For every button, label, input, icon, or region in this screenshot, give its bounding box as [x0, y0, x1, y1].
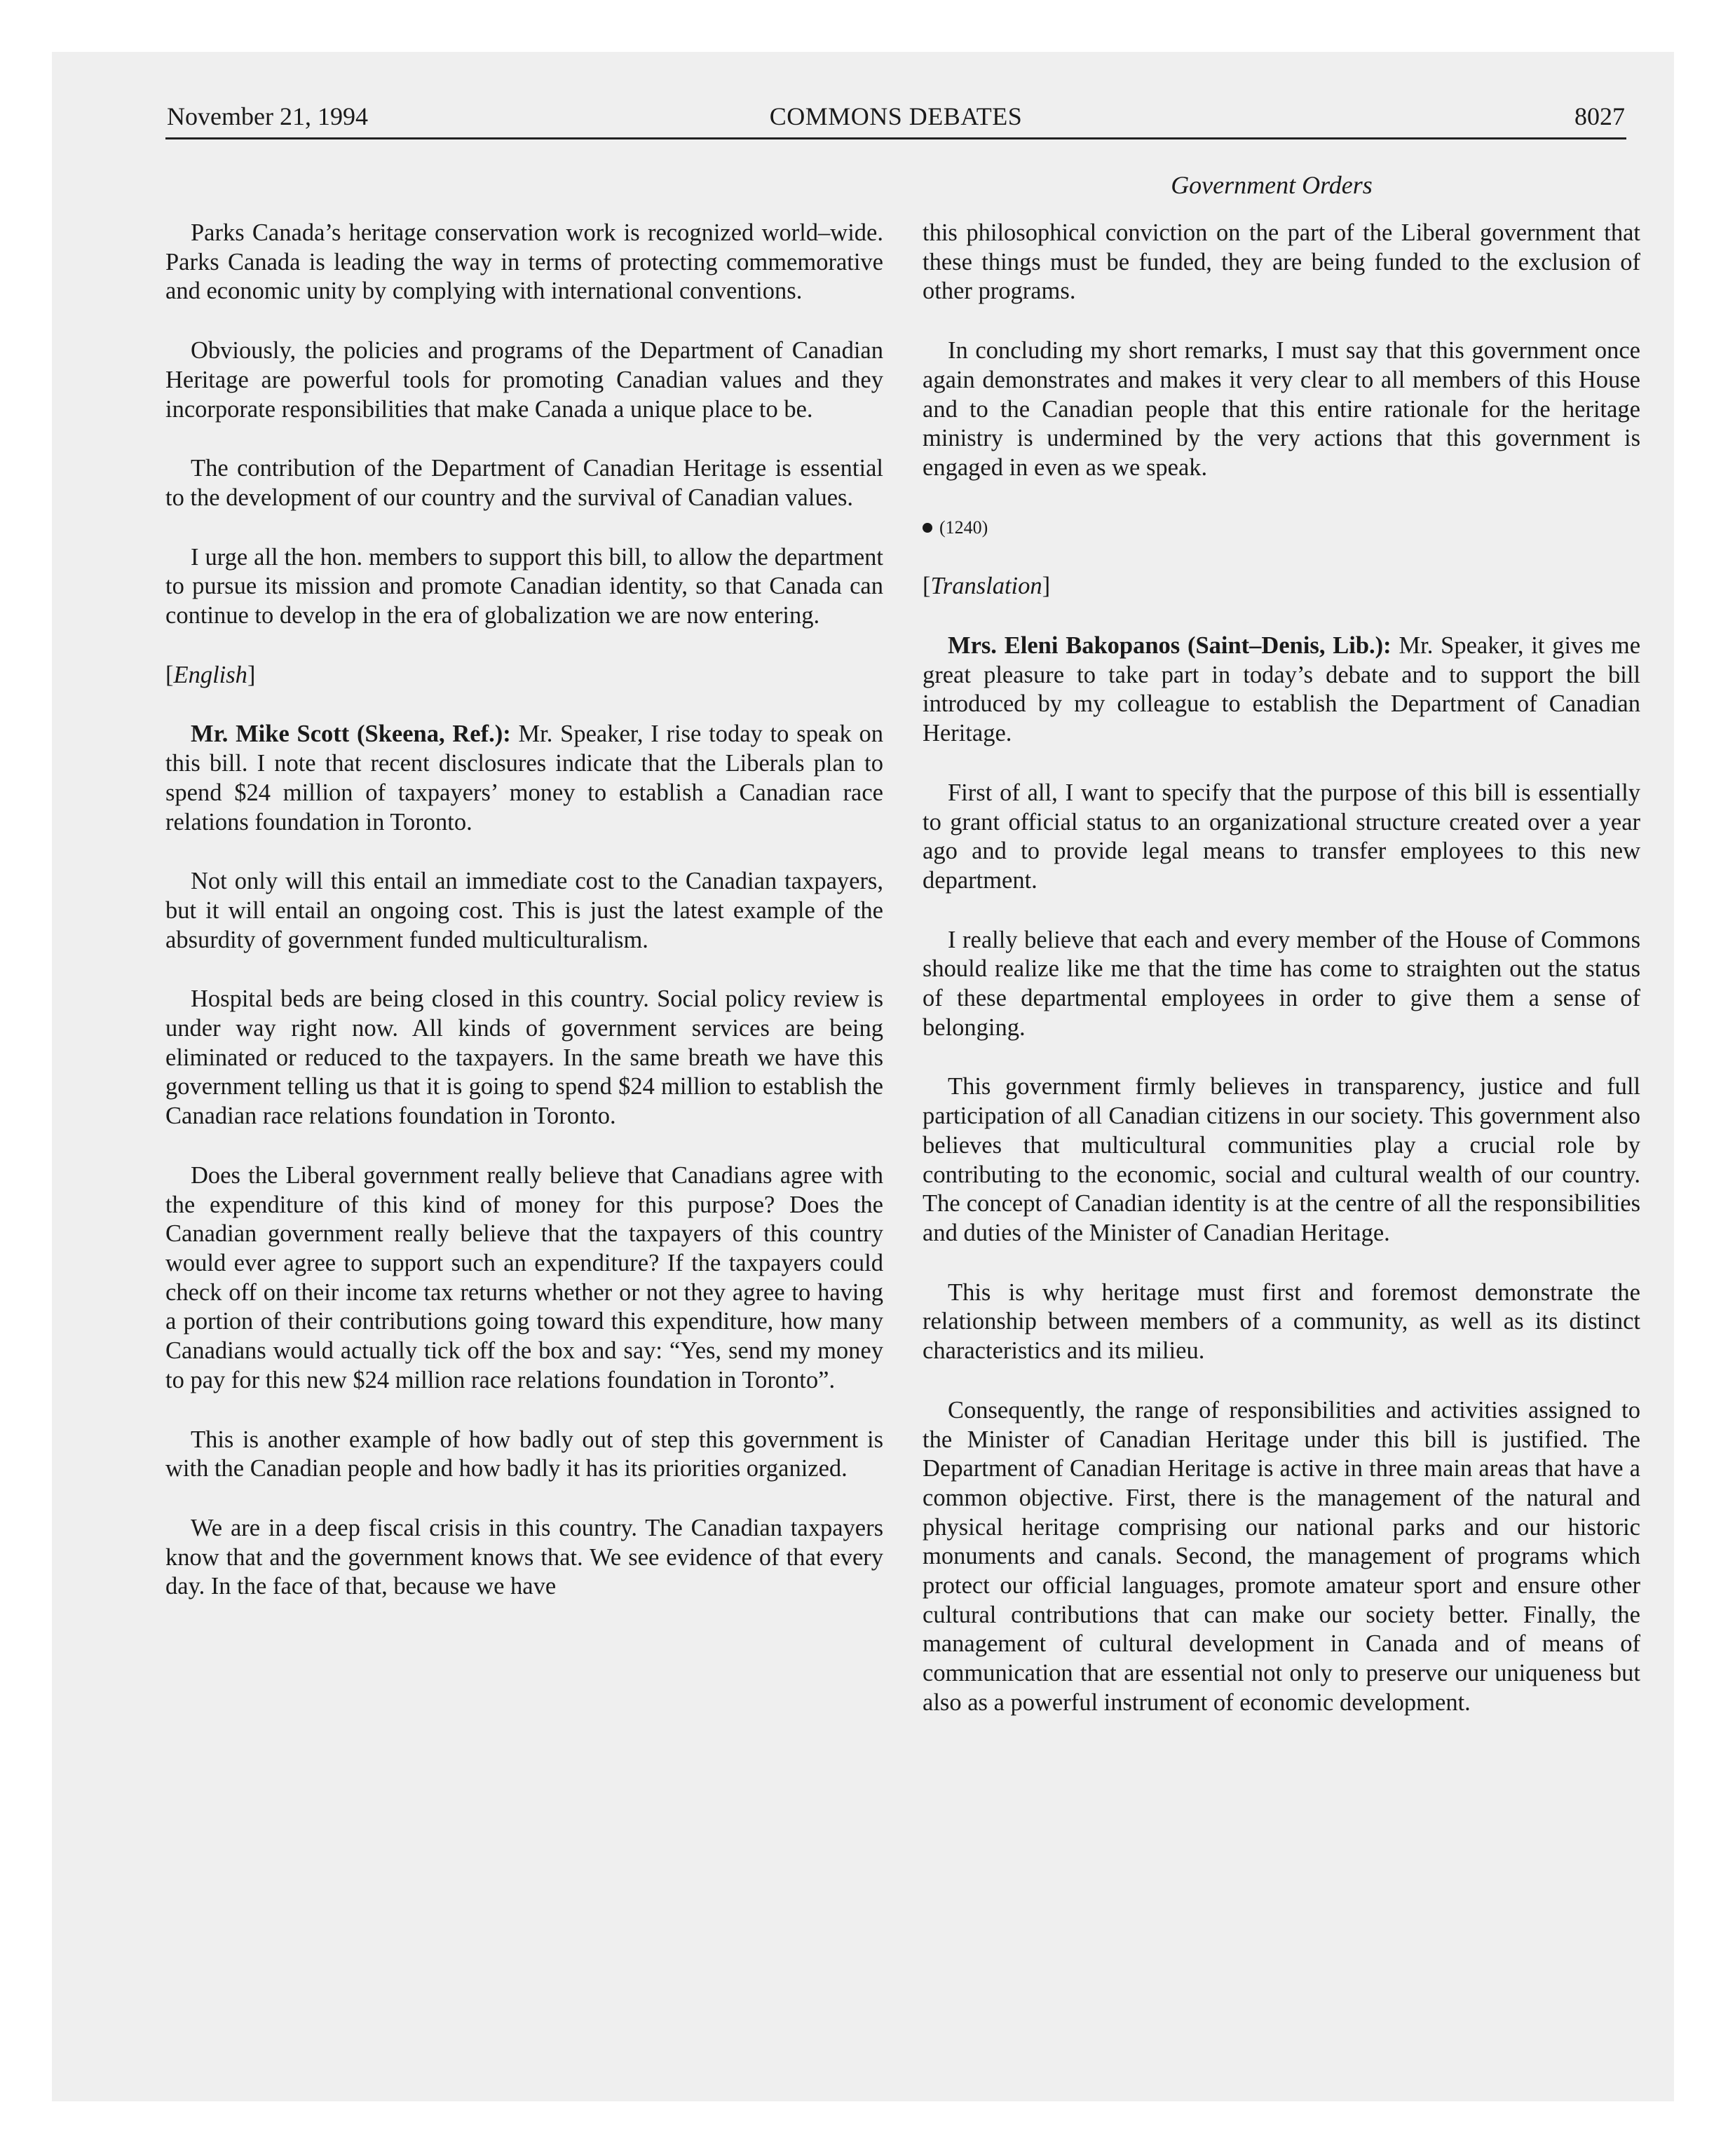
paragraph: this philosophical conviction on the part of the Liberal government that these things must be funded, they are being funded to the exclusion of other programs.: [923, 219, 1640, 305]
speaker-name: Mrs. Eleni Bakopanos (Saint–Denis, Lib.):: [948, 632, 1392, 660]
language-tag: [English]: [165, 661, 256, 688]
time-marker: (1240): [923, 513, 1640, 543]
header-rule: [165, 137, 1626, 139]
paragraph: I urge all the hon. members to support this bill, to allow the department to pursue its mission and promote Canadian identity, so that Canada can continue to develop in the era of globalization we are now entering.: [165, 543, 883, 629]
paragraph: This is another example of how badly out of step this government is with the Canadian people and how badly it has its priorities organized.: [165, 1426, 883, 1482]
paragraph: First of all, I want to specify that the purpose of this bill is essentially to grant official status to an organizational structure created over a year ago and to provide legal means to transfer employees to this new department.: [923, 779, 1640, 894]
header-publication: COMMONS DEBATES: [769, 102, 1023, 130]
paragraph: Parks Canada’s heritage conservation work is recognized world–wide. Parks Canada is leading the way in terms of protecting commemorative and economic unity by complying with international conventions.: [165, 219, 883, 305]
header-page-number: 8027: [1574, 102, 1625, 130]
running-header: [167, 102, 1625, 135]
section-title: Government Orders: [1171, 171, 1373, 199]
paragraph: We are in a deep fiscal crisis in this country. The Canadian taxpayers know that and the government knows that. We see evidence of that every day. In the face of that, because we have: [165, 1514, 883, 1600]
speech-paragraph: [165, 720, 883, 837]
paragraph: Not only will this entail an immediate cost to the Canadian taxpayers, but it will entail an ongoing cost. This is just the latest example of the absurdity of government funded multiculturalism.: [165, 868, 883, 953]
paragraph: In concluding my short remarks, I must say that this government once again demonstrates and makes it very clear to all members of this House and to the Canadian people that this entire rationale for the heritage ministry is undermined by the very actions that this government is engaged in even as we speak.: [923, 337, 1640, 481]
right-column: [923, 219, 1640, 1748]
speech-paragraph: [923, 632, 1640, 749]
paragraph: I really believe that each and every member of the House of Commons should realize like me that the time has come to straighten out the status of these departmental employees in order to give them a sense of belonging.: [923, 926, 1640, 1041]
paragraph: Does the Liberal government really believe that Canadians agree with the expenditure of this kind of money for this purpose? Does the Canadian government really believe that the taxpayers of this country would ever agree to support such an expenditure? If the taxpayers could check off on their income tax returns whether or not they agree to having a portion of their contributions going toward this expenditure, how many Canadians would actually tick off the box and say: “Yes, send my money to pay for this new $24 million race relations foundation in Toronto”.: [165, 1161, 883, 1393]
speech-text: Mr. Speaker, it gives me great pleasure to take part in today’s debate and to support the bill introduced by my colleague to establish the Department of Canadian Heritage.: [923, 632, 1641, 747]
paragraph: This is why heritage must first and foremost demonstrate the relationship between members of a community, as well as its distinct characteristics and its milieu.: [923, 1278, 1640, 1365]
speech-text: Mr. Speaker, I rise today to speak on this bill. I note that recent disclosures indicate that the Liberals plan to spend $24 million of taxpayers’ money to establish a Canadian race relations foundation in Toronto.: [165, 721, 883, 835]
header-date: November 21, 1994: [167, 102, 368, 130]
language-tag: [Translation]: [923, 573, 1051, 600]
speaker-name: Mr. Mike Scott (Skeena, Ref.):: [191, 721, 511, 748]
bullet-icon: [923, 523, 932, 533]
paragraph: The contribution of the Department of Canadian Heritage is essential to the development of our country and the survival of Canadian values.: [165, 455, 883, 511]
paragraph: Obviously, the policies and programs of the Department of Canadian Heritage are powerful tools for promoting Canadian values and they incorporate responsibilities that make Canada a unique place to be.: [165, 337, 883, 423]
left-column: [165, 219, 883, 1632]
paragraph: Consequently, the range of responsibilities and activities assigned to the Minister of Canadian Heritage under this bill is justified. The Department of Canadian Heritage is active in three main areas that have a common objective. First, there is the management of the natural and physical heritage comprising our national parks and our historic monuments and canals. Second, the management of programs which protect our official languages, promote amateur sport and ensure other cultural contributions that can make our society better. Finally, the management of cultural development in Canada and of means of communication that are essential not only to preserve our uniqueness but also as a powerful instrument of economic development.: [923, 1396, 1640, 1716]
paragraph: Hospital beds are being closed in this country. Social policy review is under way right now. All kinds of government services are being eliminated or reduced to the taxpayers. In the same breath we have this government telling us that it is going to spend $24 million to establish the Canadian race relations foundation in Toronto.: [165, 985, 883, 1130]
paragraph: This government firmly believes in transparency, justice and full participation of all Canadian citizens in our society. This government also believes that multicultural communities play a crucial role by contributing to the economic, social and cultural wealth of our country. The concept of Canadian identity is at the centre of all the responsibilities and duties of the Minister of Canadian Heritage.: [923, 1073, 1640, 1246]
